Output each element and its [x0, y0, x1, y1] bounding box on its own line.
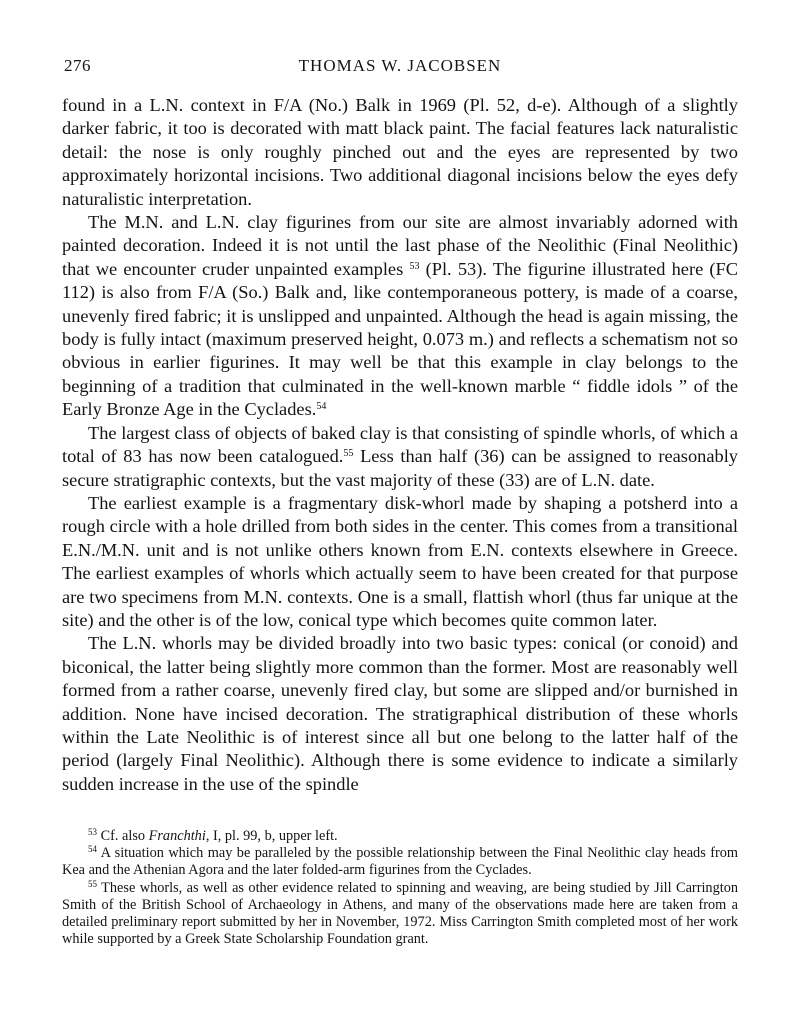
footnote-number: 55 [88, 878, 97, 889]
paragraph-text: found in a L.N. context in F/A (No.) Balk in 1969 (Pl. 52, d-e). Although of a slightly darker fabric, it too is decorated with matt black paint. The facial features lack naturalistic detail: the nose is only roughly pinched out and the eyes are represented by two approximately horizontal incisions. Two additional diagonal incisions below the eyes defy naturalistic interpretation. [62, 95, 738, 209]
footnote-number: 54 [88, 844, 97, 855]
paragraph-text: Less than half (36) can be assigned to reasonably secure stratigraphic contexts, but the vast majority of these (33) are of L.N. date. [62, 446, 738, 490]
footnote [62, 828, 738, 845]
paragraph [62, 492, 738, 632]
footnote-number: 53 [88, 827, 97, 837]
footnote-ref: 53 [409, 260, 420, 272]
footnote [62, 845, 738, 879]
footnote-ref: 54 [316, 401, 327, 413]
footnote-text: A situation which may be paralleled by the possible relationship between the Final Neolithic clay heads from Kea and the Athenian Agora and the later folded-arm figurines from the Cyclades. [62, 845, 738, 879]
running-head [62, 56, 738, 82]
paragraph-text: The earliest example is a fragmentary disk-whorl made by shaping a potsherd into a rough circle with a hole drilled from both sides in the center. This comes from a transitional E.N./M.N. unit and is not unlike others known from E.N. contexts elsewhere in Greece. The earliest examples of whorls which actually seem to have been created for that purpose are two specimens from M.N. contexts. One is a small, flattish whorl (thus far unique at the site) and the other is of the low, conical type which becomes quite common later. [62, 492, 738, 630]
footnote-text: These whorls, as well as other evidence related to spinning and weaving, are being studied by Jill Carrington Smith of the British School of Archaeology in Athens, and many of the observations made here are taken from a detailed preliminary report submitted by her in November, 1972. Miss Carrington Smith completed most of her work while supported by a Greek State Scholarship Foundation grant. [62, 879, 738, 948]
paragraph-text: (Pl. 53). The figurine illustrated here (FC 112) is also from F/A (So.) Balk and, like contemporaneous pottery, is made of a coarse, unevenly fired fabric; it is unslipped and unpainted. Although the head is again missing, the body is fully intact (maximum preserved height, 0.073 m.) and reflects a schematism not so obvious in earlier figurines. It may well be that this example in clay belongs to the beginning of a tradition that culminated in the well-known marble “ fiddle idols ” of the Early Bronze Age in the Cyclades. [62, 258, 739, 420]
paragraph [62, 422, 738, 492]
paragraph [62, 94, 738, 211]
paragraph-text: The M.N. and L.N. clay figurines from our site are almost invariably adorned with painted decoration. Indeed it is not until the last phase of the Neolithic (Final Neolithic) that we encounter cruder unpainted examples [62, 212, 738, 279]
body-text [62, 94, 738, 796]
footnote-text: , I, pl. 99, b, upper left. [205, 828, 338, 844]
page [62, 56, 738, 796]
footnote-text: Cf. also [97, 828, 149, 844]
running-title: THOMAS W. JACOBSEN [298, 56, 502, 75]
paragraph-text: The largest class of objects of baked clay is that consisting of spindle whorls, of which a total of 83 has now been catalogued. [62, 422, 738, 467]
paragraph [62, 632, 738, 796]
footnote-ref: 55 [343, 448, 354, 460]
paragraph-text: The L.N. whorls may be divided broadly into two basic types: conical (or conoid) and biconical, the latter being slightly more common than the former. Most are reasonably well formed from a rather coarse, unevenly fired clay, but some are slipped and/or burnished in addition. None have incised decoration. The stratigraphical distribution of these whorls within the Late Neolithic is of interest since all but one belong to the latter half of the period (largely Final Neolithic). Although there is some evidence to indicate a similarly sudden increase in the use of the spindle [62, 633, 738, 794]
paragraph [62, 211, 738, 422]
page-number: 276 [64, 56, 91, 75]
footnotes [62, 828, 738, 948]
footnote [62, 880, 738, 949]
footnote-italic: Franchthi [148, 828, 206, 844]
